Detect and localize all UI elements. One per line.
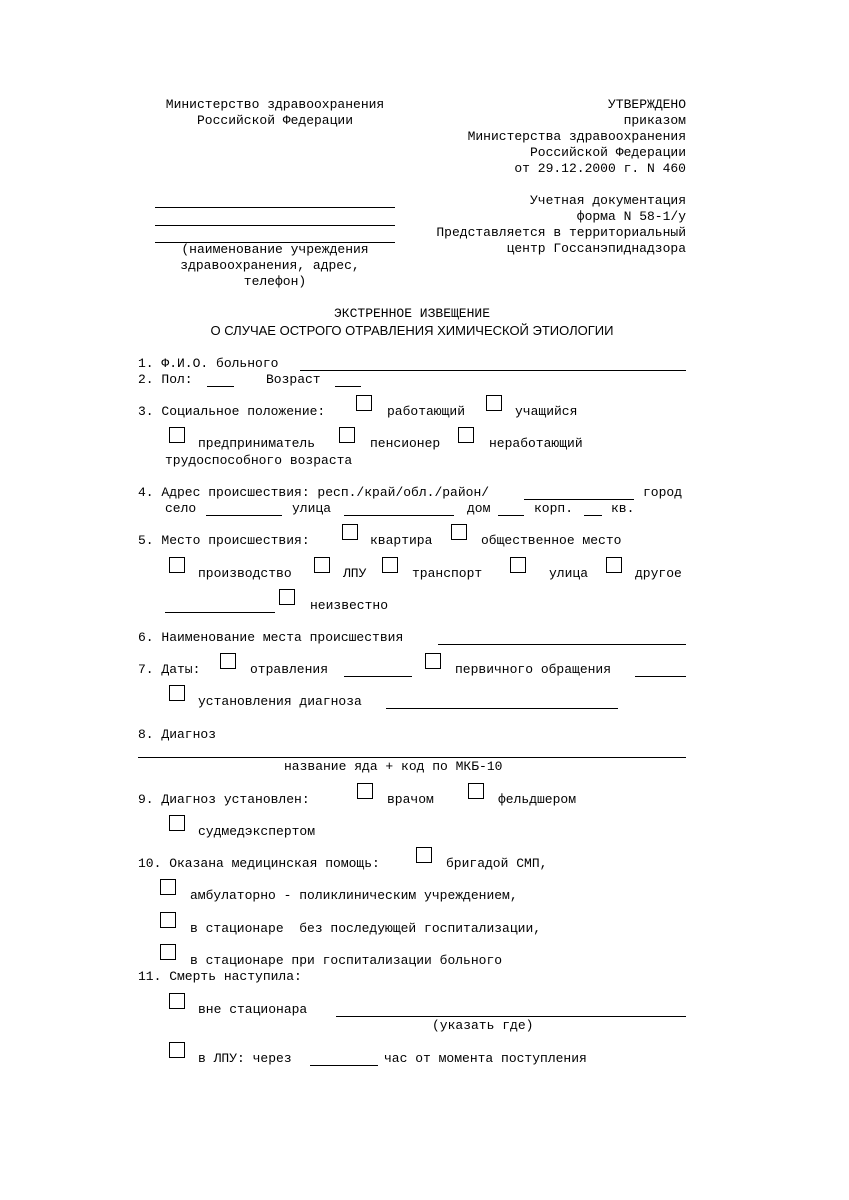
option-pensioner: пенсионер — [370, 436, 441, 451]
option-no-hospitalization: в стационаре без последующей госпитализации, — [190, 921, 542, 936]
checkbox-entrepreneur[interactable] — [169, 427, 185, 443]
checkbox-street[interactable] — [510, 557, 526, 573]
option-street: улица — [549, 566, 589, 581]
diagnosis-date-field[interactable] — [386, 708, 618, 709]
other-place-field[interactable] — [165, 612, 275, 613]
accounting-doc: Учетная документация — [529, 193, 686, 208]
order-label: приказом — [623, 113, 686, 128]
ministry-name-1: Министерство здравоохранения — [165, 97, 385, 112]
option-doctor: врачом — [387, 792, 434, 807]
building-field[interactable] — [584, 515, 602, 516]
option-death-outside: вне стационара — [198, 1002, 308, 1017]
item-11-label: 11. Смерть наступила: — [138, 969, 302, 984]
submitted-center: центр Госсанэпиднадзора — [506, 241, 686, 256]
street-field[interactable] — [344, 515, 454, 516]
order-date: от 29.12.2000 г. N 460 — [514, 161, 686, 176]
age-label: Возраст — [266, 372, 321, 387]
option-feldsher: фельдшером — [498, 792, 577, 807]
submitted-to: Представляется в территориальный — [436, 225, 686, 240]
checkbox-apartment[interactable] — [342, 524, 358, 540]
sex-field[interactable] — [207, 386, 234, 387]
poisoning-date-label: отравления — [250, 662, 329, 677]
item-9-label: 9. Диагноз установлен: — [138, 792, 310, 807]
checkbox-death-lpu[interactable] — [169, 1042, 185, 1058]
item-1-label: 1. Ф.И.О. больного — [138, 356, 279, 371]
doc-title-2: О СЛУЧАЕ ОСТРОГО ОТРАВЛЕНИЯ ХИМИЧЕСКОЙ ЭТИОЛОГИИ — [210, 323, 614, 338]
diagnosis-date-label: установления диагноза — [198, 694, 362, 709]
first-visit-date-label: первичного обращения — [455, 662, 612, 677]
checkbox-first-visit-date[interactable] — [425, 653, 441, 669]
checkbox-transport[interactable] — [382, 557, 398, 573]
checkbox-working[interactable] — [356, 395, 372, 411]
option-apartment: квартира — [370, 533, 433, 548]
age-field[interactable] — [335, 386, 361, 387]
option-production: производство — [198, 566, 292, 581]
village-label: село — [165, 501, 197, 516]
option-lpu: ЛПУ — [343, 566, 367, 581]
region-field[interactable] — [524, 499, 634, 500]
death-place-caption: (указать где) — [432, 1018, 534, 1033]
institution-caption-1: (наименование учреждения — [181, 242, 369, 257]
order-federation: Российской Федерации — [529, 145, 686, 160]
diagnosis-field[interactable] — [138, 757, 686, 758]
institution-line-1[interactable] — [155, 207, 395, 208]
checkbox-other[interactable] — [606, 557, 622, 573]
building-label: корп. — [534, 501, 574, 516]
form-number: форма N 58-1/у — [576, 209, 686, 224]
checkbox-feldsher[interactable] — [468, 783, 484, 799]
institution-caption-3: телефон) — [243, 274, 307, 289]
first-visit-date-field[interactable] — [635, 676, 686, 677]
item-8-label: 8. Диагноз — [138, 727, 217, 742]
option-unemployed: неработающий — [489, 436, 583, 451]
street-label: улица — [292, 501, 332, 516]
option-public: общественное место — [481, 533, 622, 548]
ministry-name-2: Российской Федерации — [196, 113, 354, 128]
checkbox-unemployed[interactable] — [458, 427, 474, 443]
checkbox-pensioner[interactable] — [339, 427, 355, 443]
city-label: город — [643, 485, 683, 500]
poisoning-date-field[interactable] — [344, 676, 412, 677]
item-7-label: 7. Даты: — [138, 662, 201, 677]
item-4-label: 4. Адрес происшествия: респ./край/обл./район/ — [138, 485, 490, 500]
checkbox-production[interactable] — [169, 557, 185, 573]
institution-caption-2: здравоохранения, адрес, — [180, 258, 360, 273]
order-ministry: Министерства здравоохранения — [467, 129, 686, 144]
item-3-label: 3. Социальное положение: — [138, 404, 326, 419]
checkbox-smp[interactable] — [416, 847, 432, 863]
checkbox-student[interactable] — [486, 395, 502, 411]
item-6-label: 6. Наименование места происшествия — [138, 630, 404, 645]
option-transport: транспорт — [412, 566, 483, 581]
village-field[interactable] — [206, 515, 282, 516]
approved-label: УТВЕРЖДЕНО — [607, 97, 686, 112]
checkbox-ambulatory[interactable] — [160, 879, 176, 895]
doc-title-1: ЭКСТРЕННОЕ ИЗВЕЩЕНИЕ — [333, 306, 491, 321]
checkbox-forensic[interactable] — [169, 815, 185, 831]
death-hours-field[interactable] — [310, 1065, 378, 1066]
option-entrepreneur: предприниматель — [198, 436, 316, 451]
option-smp: бригадой СМП, — [446, 856, 548, 871]
death-hours-label: час от момента поступления — [384, 1051, 587, 1066]
option-working: работающий — [387, 404, 466, 419]
checkbox-unknown[interactable] — [279, 589, 295, 605]
checkbox-death-outside[interactable] — [169, 993, 185, 1009]
option-unemployed-2: трудоспособного возраста — [165, 453, 353, 468]
patient-name-field[interactable] — [300, 370, 686, 371]
checkbox-hospitalization[interactable] — [160, 944, 176, 960]
option-ambulatory: амбулаторно - поликлиническим учреждением, — [190, 888, 518, 903]
checkbox-lpu[interactable] — [314, 557, 330, 573]
house-field[interactable] — [498, 515, 524, 516]
checkbox-diagnosis-date[interactable] — [169, 685, 185, 701]
place-name-field[interactable] — [438, 644, 686, 645]
house-label: дом — [467, 501, 491, 516]
death-place-field[interactable] — [336, 1016, 686, 1017]
item-2-sex-label: 2. Пол: — [138, 372, 193, 387]
checkbox-no-hospitalization[interactable] — [160, 912, 176, 928]
option-unknown: неизвестно — [310, 598, 389, 613]
option-forensic: судмедэкспертом — [198, 824, 316, 839]
apt-label: кв. — [611, 501, 635, 516]
checkbox-poisoning-date[interactable] — [220, 653, 236, 669]
option-student: учащийся — [515, 404, 578, 419]
checkbox-public[interactable] — [451, 524, 467, 540]
option-hospitalization: в стационаре при госпитализации больного — [190, 953, 503, 968]
item-5-label: 5. Место происшествия: — [138, 533, 310, 548]
item-10-label: 10. Оказана медицинская помощь: — [138, 856, 380, 871]
checkbox-doctor[interactable] — [357, 783, 373, 799]
institution-line-2[interactable] — [155, 225, 395, 226]
diagnosis-caption: название яда + код по МКБ-10 — [284, 759, 503, 774]
option-death-lpu: в ЛПУ: через — [198, 1051, 292, 1066]
option-other: другое — [635, 566, 682, 581]
